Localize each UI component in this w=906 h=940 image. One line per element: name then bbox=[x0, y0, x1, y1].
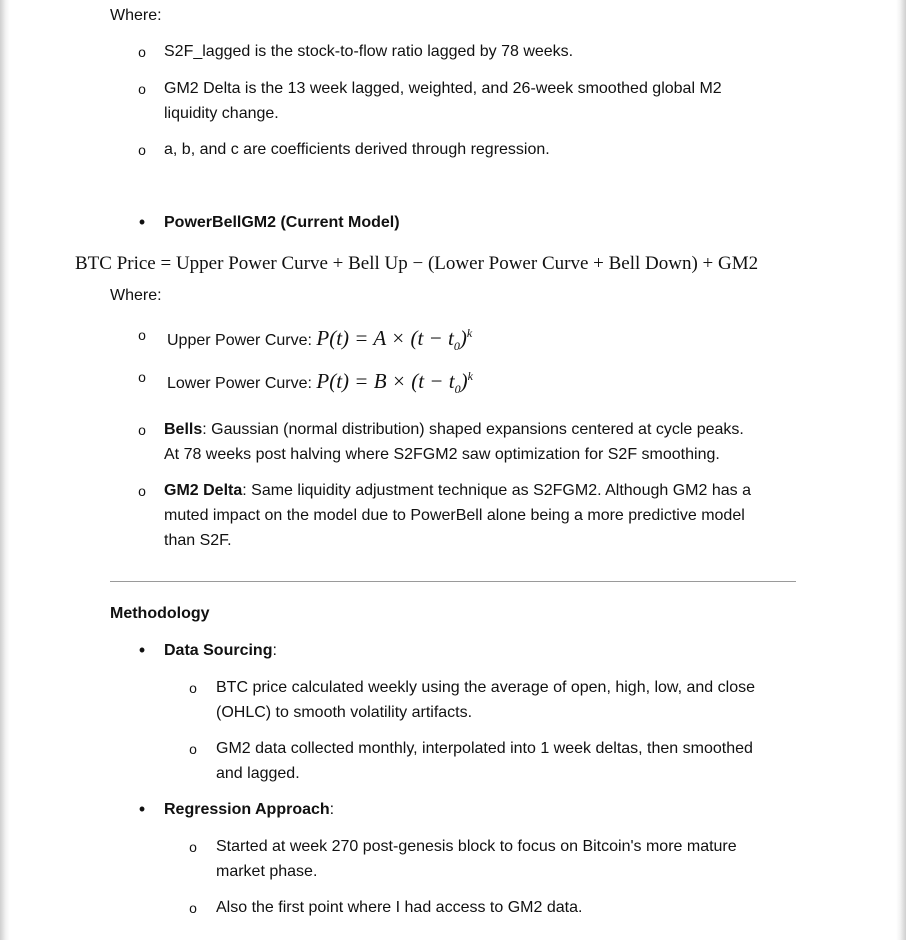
disc-bullet-icon: • bbox=[138, 212, 146, 232]
circle-bullet-icon: o bbox=[138, 369, 146, 385]
circle-bullet-icon: o bbox=[189, 839, 197, 855]
lower-power-curve-label: Lower Power Curve: bbox=[167, 375, 312, 392]
data-sourcing-item1-line1: BTC price calculated weekly using the average of open, high, low, and close bbox=[216, 679, 755, 696]
upper-power-curve-formula: $P(t) = A \times (t - t_0)^k$ bbox=[316, 326, 473, 354]
bells-term: Bells bbox=[164, 421, 203, 438]
circle-bullet-icon: o bbox=[189, 900, 197, 916]
where-label: Where: bbox=[110, 7, 162, 24]
upper-power-curve-item bbox=[167, 321, 472, 359]
circle-bullet-icon: o bbox=[138, 44, 146, 60]
circle-bullet-icon: o bbox=[138, 327, 146, 343]
page-shadow-right bbox=[896, 0, 906, 940]
gm2-delta-desc-line1: GM2 Delta: Same liquidity adjustment technique as S2FGM2. Although GM2 has a bbox=[164, 482, 751, 499]
gm2-delta-item-line1: GM2 Delta is the 13 week lagged, weighted, and 26-week smoothed global M2 bbox=[164, 80, 722, 97]
disc-bullet-icon: • bbox=[138, 640, 146, 660]
page-shadow-left bbox=[0, 0, 10, 940]
powerbell-heading: PowerBellGM2 (Current Model) bbox=[164, 214, 400, 231]
data-sourcing-item2-line1: GM2 data collected monthly, interpolated into 1 week deltas, then smoothed bbox=[216, 740, 753, 757]
regression-item1-line2: market phase. bbox=[216, 863, 318, 880]
where-label-2: Where: bbox=[110, 287, 162, 304]
data-sourcing-item2-line2: and lagged. bbox=[216, 765, 300, 782]
gm2-delta-item-line2: liquidity change. bbox=[164, 105, 279, 122]
circle-bullet-icon: o bbox=[138, 142, 146, 158]
methodology-heading: Methodology bbox=[110, 605, 210, 622]
bells-item-line1: Bells: Gaussian (normal distribution) shaped expansions centered at cycle peaks. bbox=[164, 421, 744, 438]
regression-approach-heading: Regression Approach: bbox=[164, 801, 335, 818]
disc-bullet-icon: • bbox=[138, 799, 146, 819]
s2f-lagged-item: S2F_lagged is the stock-to-flow ratio lagged by 78 weeks. bbox=[164, 43, 574, 60]
data-sourcing-item1-line2: (OHLC) to smooth volatility artifacts. bbox=[216, 704, 473, 721]
circle-bullet-icon: o bbox=[138, 483, 146, 499]
upper-power-curve-label: Upper Power Curve: bbox=[167, 332, 312, 349]
gm2-delta-desc-line3: than S2F. bbox=[164, 532, 232, 549]
circle-bullet-icon: o bbox=[189, 680, 197, 696]
gm2-delta-term: GM2 Delta bbox=[164, 482, 243, 499]
btc-price-formula: BTC Price = Upper Power Curve + Bell Up − (Lower Power Curve + Bell Down) + GM2 bbox=[75, 253, 759, 274]
gm2-delta-desc-line2: muted impact on the model due to PowerBell alone being a more predictive model bbox=[164, 507, 745, 524]
circle-bullet-icon: o bbox=[138, 81, 146, 97]
bells-item-line2: At 78 weeks post halving where S2FGM2 saw optimization for S2F smoothing. bbox=[164, 446, 720, 463]
circle-bullet-icon: o bbox=[189, 741, 197, 757]
lower-power-curve-formula: $P(t) = B \times (t - t_0)^k$ bbox=[316, 369, 473, 397]
coefficients-item: a, b, and c are coefficients derived through regression. bbox=[164, 141, 550, 158]
circle-bullet-icon: o bbox=[138, 422, 146, 438]
regression-item2-line1: Also the first point where I had access to GM2 data. bbox=[216, 899, 583, 916]
regression-item1-line1: Started at week 270 post-genesis block to focus on Bitcoin's more mature bbox=[216, 838, 737, 855]
lower-power-curve-item bbox=[167, 364, 473, 402]
horizontal-divider bbox=[110, 581, 796, 582]
data-sourcing-heading: Data Sourcing: bbox=[164, 642, 277, 659]
